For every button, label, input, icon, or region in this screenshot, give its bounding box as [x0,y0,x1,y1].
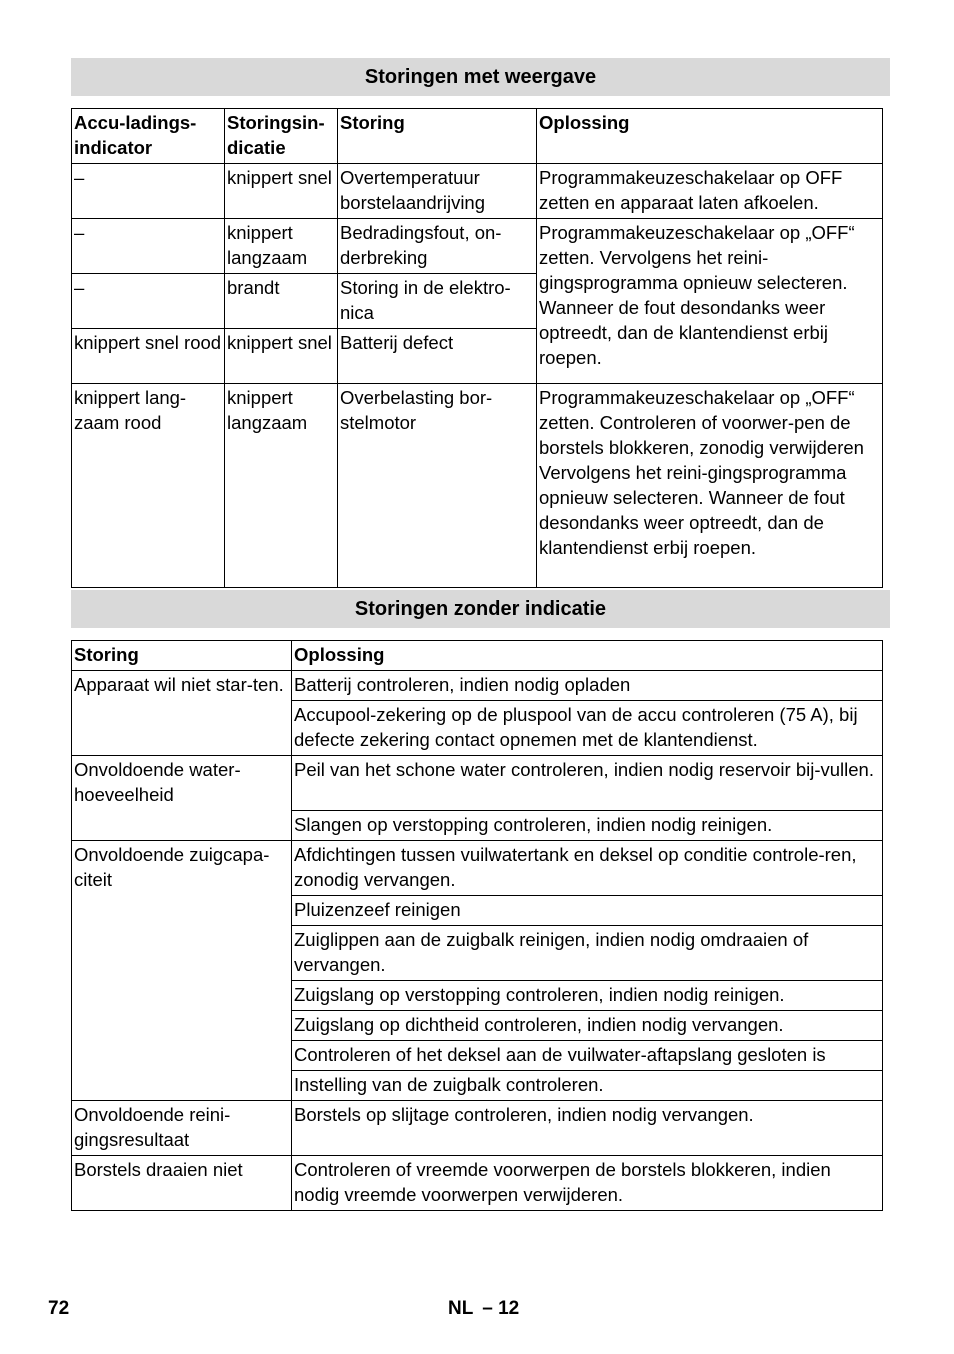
cell-accu: – [72,219,225,274]
table-row [72,1156,883,1211]
cell-accu: knippert snel rood [72,329,225,384]
cell-oplossing: Borstels op slijtage controleren, indien nodig vervangen. [292,1101,883,1156]
cell-oplossing: Controleren of vreemde voorwerpen de borstels blokkeren, indien nodig vreemde voorwerpen verwijderen. [292,1156,883,1211]
section-title-storingen-met-weergave: Storingen met weergave [71,58,890,96]
table-row [72,219,883,274]
cell-accu: knippert lang-zaam rood [72,384,225,588]
cell-oplossing: Programmakeuzeschakelaar op „OFF“ zetten. Vervolgens het reini-gingsprogramma opnieuw selecteren. Wanneer de fout desondanks weer optreedt, dan de klantendienst erbij roepen. [537,219,883,384]
header-accu-ladingsindicator: Accu-ladings-indicator [72,109,225,164]
cell-storing: Overbelasting bor-stelmotor [338,384,537,588]
header-oplossing: Oplossing [292,641,883,671]
cell-oplossing: Programmakeuzeschakelaar op „OFF“ zetten. Controleren of voorwer-pen de borstels blokkeren, zonodig verwijderen Vervolgens het reini-gingsprogramma opnieuw selecteren. Wanneer de fout desondanks weer optreedt, dan de klantendienst erbij roepen. [537,384,883,588]
section-title-storingen-zonder-indicatie: Storingen zonder indicatie [71,590,890,628]
cell-indicatie: knippert langzaam [225,384,338,588]
page-number: 72 [48,1298,70,1319]
table-row [72,671,883,701]
cell-oplossing: Zuigslang op verstopping controleren, indien nodig reinigen. [292,981,883,1011]
cell-storing: Onvoldoende zuigcapa-citeit [72,841,292,1101]
footer-language: NL [448,1298,473,1319]
cell-oplossing: Programmakeuzeschakelaar op OFF zetten en apparaat laten afkoelen. [537,164,883,219]
table-row [72,756,883,811]
cell-oplossing: Batterij controleren, indien nodig opladen [292,671,883,701]
cell-accu: – [72,274,225,329]
cell-indicatie: knippert snel [225,329,338,384]
cell-indicatie: knippert snel [225,164,338,219]
cell-storing: Storing in de elektro-nica [338,274,537,329]
footer-section-page: – 12 [482,1298,520,1319]
table-storingen-met-weergave [71,108,883,588]
cell-storing: Borstels draaien niet [72,1156,292,1211]
cell-storing: Onvoldoende water-hoeveelheid [72,756,292,841]
cell-oplossing: Zuiglippen aan de zuigbalk reinigen, indien nodig omdraaien of vervangen. [292,926,883,981]
table-header-row [72,109,883,164]
table-row [72,1101,883,1156]
cell-storing: Batterij defect [338,329,537,384]
table-storingen-zonder-indicatie [71,640,883,1211]
table-row [72,384,883,588]
cell-oplossing: Zuigslang op dichtheid controleren, indien nodig vervangen. [292,1011,883,1041]
cell-indicatie: brandt [225,274,338,329]
footer-section [448,1298,519,1320]
cell-storing: Bedradingsfout, on-derbreking [338,219,537,274]
cell-storing: Onvoldoende reini-gingsresultaat [72,1101,292,1156]
header-oplossing: Oplossing [537,109,883,164]
cell-oplossing: Slangen op verstopping controleren, indien nodig reinigen. [292,811,883,841]
header-storingsindicatie: Storingsin-dicatie [225,109,338,164]
cell-oplossing: Peil van het schone water controleren, indien nodig reservoir bij-vullen. [292,756,883,811]
table-row [72,841,883,896]
cell-indicatie: knippert langzaam [225,219,338,274]
cell-storing: Overtemperatuur borstelaandrijving [338,164,537,219]
table-row [72,164,883,219]
cell-accu: – [72,164,225,219]
cell-oplossing: Accupool-zekering op de pluspool van de accu controleren (75 A), bij defecte zekering contact opnemen met de klantendienst. [292,701,883,756]
cell-storing: Apparaat wil niet star-ten. [72,671,292,756]
cell-oplossing: Pluizenzeef reinigen [292,896,883,926]
cell-oplossing: Instelling van de zuigbalk controleren. [292,1071,883,1101]
cell-oplossing: Afdichtingen tussen vuilwatertank en deksel op conditie controle-ren, zonodig vervangen. [292,841,883,896]
cell-oplossing: Controleren of het deksel aan de vuilwater-aftapslang gesloten is [292,1041,883,1071]
table-header-row [72,641,883,671]
header-storing: Storing [72,641,292,671]
header-storing: Storing [338,109,537,164]
